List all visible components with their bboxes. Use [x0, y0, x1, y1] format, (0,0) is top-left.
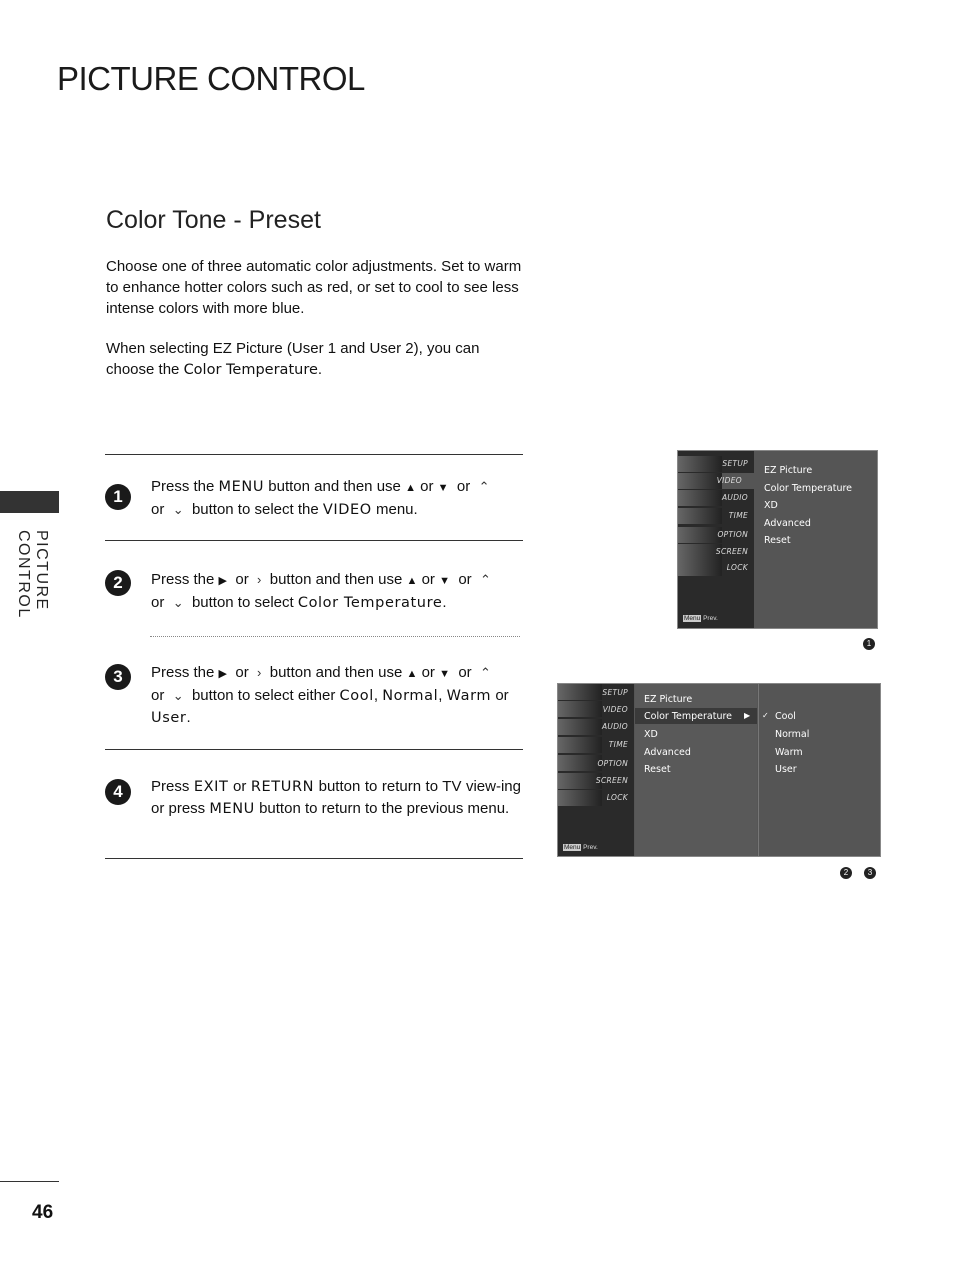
right-triangle-icon: ▶	[218, 575, 228, 587]
osd-menu-item: Reset	[764, 535, 791, 546]
osd-sub-item: Cool	[775, 711, 796, 722]
osd-side-item: VIDEO	[602, 705, 628, 714]
checkmark-icon: ✓	[762, 711, 769, 720]
figure-ref-badge: 1	[863, 638, 875, 650]
step-4-text: Press EXIT or RETURN button to return to TV view-ing or press MENU button to return to the previous menu.	[151, 778, 521, 817]
figure-ref-badge: 3	[864, 867, 876, 879]
chevron-right-icon: ›	[257, 572, 262, 587]
page-number: 46	[32, 1202, 54, 1223]
intro-paragraph-2: When selecting EZ Picture (User 1 and User 2), you can choose the Color Temperature.	[106, 340, 480, 378]
divider	[105, 454, 523, 455]
osd-side-item: VIDEO	[716, 476, 742, 485]
divider	[105, 858, 523, 859]
intro-paragraph-1: Choose one of three automatic color adjustments. Set to warm to enhance hotter colors such as red, or set to cool to see less intense colors with more blue.	[106, 258, 522, 317]
dotted-divider	[150, 636, 520, 637]
osd-menu-item: Advanced	[644, 747, 691, 758]
page-title: PICTURE CONTROL	[57, 60, 365, 97]
figure-ref-badge: 2	[840, 867, 852, 879]
osd-side-item: OPTION	[597, 759, 628, 768]
down-triangle-icon: ▼	[439, 575, 450, 587]
down-triangle-icon: ▼	[439, 668, 450, 680]
osd-sidebar	[558, 684, 634, 856]
side-tab-marker	[0, 491, 59, 513]
osd-menu-item: XD	[644, 729, 658, 740]
chevron-down-icon: ⌄	[172, 502, 184, 517]
osd-menu-screenshot-1	[677, 450, 878, 629]
right-arrow-icon: ▶	[744, 711, 751, 720]
osd-menu-screenshot-2	[557, 683, 881, 857]
osd-side-item: TIME	[728, 511, 748, 520]
osd-footer: Menu Prev.	[564, 844, 598, 851]
osd-side-item: SCREEN	[715, 547, 748, 556]
osd-side-item: SETUP	[602, 688, 628, 697]
up-triangle-icon: ▲	[406, 575, 418, 587]
osd-footer: Menu Prev.	[684, 615, 718, 622]
osd-menu-item: Color Temperature	[644, 711, 733, 722]
osd-sub-item: Normal	[775, 729, 810, 740]
step-number: 3	[105, 664, 131, 690]
chevron-up-icon: ⌃	[478, 479, 490, 494]
osd-side-item: SCREEN	[595, 776, 628, 785]
chevron-down-icon: ⌄	[172, 688, 184, 703]
osd-side-item: LOCK	[726, 563, 748, 572]
color-temperature-key: Color Temperature	[183, 362, 318, 378]
chevron-right-icon: ›	[257, 665, 262, 680]
up-triangle-icon: ▲	[405, 482, 416, 494]
osd-menu-item: XD	[764, 500, 778, 511]
section-title: Color Tone - Preset	[106, 206, 321, 234]
osd-sidebar	[678, 451, 754, 628]
side-label: PICTURE CONTROL	[15, 530, 50, 619]
osd-side-item: SETUP	[722, 459, 748, 468]
step-1-text: Press the MENU button and then use ▲ or ▼ or ⌃ or ⌄ button to select the VIDEO menu.	[151, 478, 490, 518]
divider	[105, 749, 523, 750]
step-number: 1	[105, 484, 131, 510]
osd-side-item: AUDIO	[601, 722, 628, 731]
osd-sub-item: Warm	[775, 747, 803, 758]
osd-menu-item: Color Temperature	[764, 483, 853, 494]
chevron-up-icon: ⌃	[480, 572, 491, 587]
osd-menu-item: EZ Picture	[644, 694, 693, 705]
osd-side-item: AUDIO	[721, 493, 748, 502]
osd-menu-item: Advanced	[764, 518, 811, 529]
osd-side-item: TIME	[608, 740, 628, 749]
osd-menu-item: EZ Picture	[764, 465, 813, 476]
up-triangle-icon: ▲	[406, 668, 418, 680]
right-triangle-icon: ▶	[218, 668, 228, 680]
footer-rule	[0, 1181, 59, 1182]
osd-sub-item: User	[775, 764, 797, 775]
divider	[105, 540, 523, 541]
osd-side-item: LOCK	[606, 793, 628, 802]
down-triangle-icon: ▼	[437, 482, 449, 494]
step-2-text: Press the ▶ or › button and then use ▲ or ▼ or ⌃ or ⌄ button to select Color Temperature.	[151, 571, 491, 611]
step-number: 2	[105, 570, 131, 596]
chevron-up-icon: ⌃	[480, 665, 491, 680]
osd-menu-item: Reset	[644, 764, 671, 775]
step-number: 4	[105, 779, 131, 805]
step-3-text: Press the ▶ or › button and then use ▲ or ▼ or ⌃ or ⌄ button to select either Cool, Normal, Warm or User.	[151, 664, 509, 726]
chevron-down-icon: ⌄	[172, 595, 184, 610]
osd-side-item: OPTION	[717, 530, 748, 539]
